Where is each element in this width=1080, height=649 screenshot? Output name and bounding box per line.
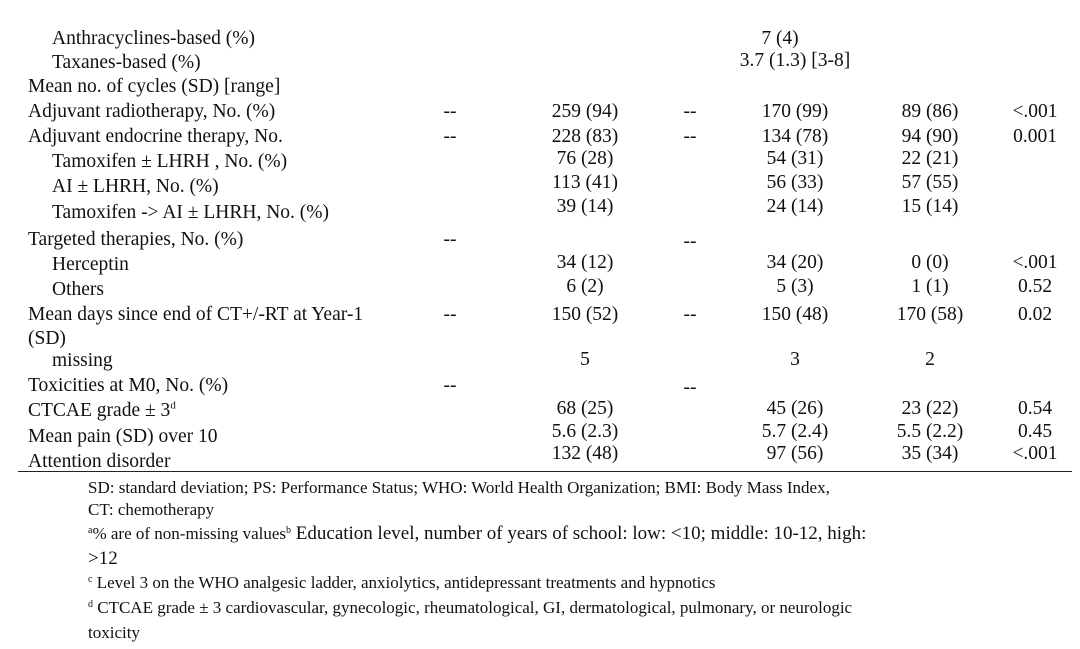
ctcae-sup: d bbox=[170, 399, 176, 412]
cell-mean-days-c5: 170 (58) bbox=[896, 304, 964, 325]
cell-targeted-c1: -- bbox=[443, 229, 457, 250]
row-label-missing: missing bbox=[52, 350, 113, 371]
cell-endocrine-c5: 94 (90) bbox=[901, 126, 959, 147]
cell-missing-c5: 2 bbox=[925, 349, 935, 370]
cell-others-c5: 1 (1) bbox=[911, 276, 949, 297]
footnote-d-text: CTCAE grade ± 3 cardiovascular, gynecologic, rheumatological, GI, dermatological, pulmonary, or neurologic bbox=[93, 598, 853, 617]
row-label-taxanes: Taxanes-based (%) bbox=[52, 52, 201, 73]
row-label-endocrine: Adjuvant endocrine therapy, No. bbox=[28, 126, 283, 147]
cell-ctcae-c5: 23 (22) bbox=[901, 398, 959, 419]
row-label-pain: Mean pain (SD) over 10 bbox=[28, 426, 218, 447]
cell-mean-days-c1: -- bbox=[443, 304, 457, 325]
footnote-a-b bbox=[88, 523, 866, 545]
cell-endocrine-c1: -- bbox=[443, 126, 457, 147]
row-label-mean-cycles: Mean no. of cycles (SD) [range] bbox=[28, 76, 281, 97]
row-label-tamoxifen: Tamoxifen ± LHRH , No. (%) bbox=[52, 151, 288, 172]
cell-radiotherapy-c3: -- bbox=[683, 101, 697, 122]
footnote-abbreviations-cont: CT: chemotherapy bbox=[88, 500, 215, 519]
cell-ctcae-c2: 68 (25) bbox=[556, 398, 614, 419]
cell-ctcae-c6: 0.54 bbox=[1017, 398, 1053, 419]
cell-mean-days-c3: -- bbox=[683, 304, 697, 325]
row-label-toxicities: Toxicities at M0, No. (%) bbox=[28, 375, 229, 396]
row-label-ctcae bbox=[28, 400, 176, 422]
row-label-herceptin: Herceptin bbox=[52, 254, 129, 275]
footnote-c-text: Level 3 on the WHO analgesic ladder, anxiolytics, antidepressant treatments and hypnotics bbox=[92, 573, 716, 592]
row-label-anthracyclines: Anthracyclines-based (%) bbox=[52, 28, 256, 49]
cell-pain-c4: 5.7 (2.4) bbox=[761, 421, 829, 442]
cell-others-c6: 0.52 bbox=[1017, 276, 1053, 297]
row-label-others: Others bbox=[52, 279, 104, 300]
cell-tamoxifen-ai-c2: 39 (14) bbox=[556, 196, 614, 217]
footnote-b-cont: >12 bbox=[88, 548, 118, 569]
cell-ai-c2: 113 (41) bbox=[552, 172, 618, 193]
cell-attention-c6: <.001 bbox=[1012, 443, 1058, 464]
footnote-d bbox=[88, 598, 852, 618]
footnote-abbreviations: SD: standard deviation; PS: Performance Status; WHO: World Health Organization; BMI: Body Mass Index, bbox=[88, 478, 830, 497]
cell-herceptin-c5: 0 (0) bbox=[911, 252, 949, 273]
cell-pain-c2: 5.6 (2.3) bbox=[551, 421, 619, 442]
footnote-c bbox=[88, 573, 716, 593]
cell-endocrine-c6: 0.001 bbox=[1013, 126, 1057, 147]
cell-attention-c4: 97 (56) bbox=[766, 443, 824, 464]
cell-ctcae-c4: 45 (26) bbox=[766, 398, 824, 419]
cell-radiotherapy-c6: <.001 bbox=[1012, 101, 1058, 122]
footnote-d-marker: d bbox=[88, 599, 93, 610]
cell-radiotherapy-c1: -- bbox=[443, 101, 457, 122]
cell-endocrine-c3: -- bbox=[683, 126, 697, 147]
footnote-d-cont: toxicity bbox=[88, 623, 140, 642]
cell-pain-c6: 0.45 bbox=[1017, 421, 1053, 442]
cell-others-c2: 6 (2) bbox=[566, 276, 604, 297]
cell-tamoxifen-ai-c5: 15 (14) bbox=[901, 196, 959, 217]
row-label-radiotherapy: Adjuvant radiotherapy, No. (%) bbox=[28, 101, 276, 122]
cell-others-c4: 5 (3) bbox=[776, 276, 814, 297]
footnote-c-marker: c bbox=[88, 574, 93, 585]
cell-herceptin-c2: 34 (12) bbox=[556, 252, 614, 273]
cell-radiotherapy-c5: 89 (86) bbox=[901, 101, 959, 122]
row-label-mean-days: Mean days since end of CT+/-RT at Year-1 bbox=[28, 304, 364, 325]
cell-attention-c5: 35 (34) bbox=[901, 443, 959, 464]
cell-taxanes: 3.7 (1.3) [3-8] bbox=[739, 50, 851, 71]
cell-anthracyclines: 7 (4) bbox=[761, 28, 799, 49]
row-label-targeted: Targeted therapies, No. (%) bbox=[28, 229, 244, 250]
cell-tamoxifen-c4: 54 (31) bbox=[766, 148, 824, 169]
cell-targeted-c3: -- bbox=[683, 231, 697, 252]
cell-herceptin-c4: 34 (20) bbox=[766, 252, 824, 273]
cell-tamoxifen-c2: 76 (28) bbox=[556, 148, 614, 169]
cell-radiotherapy-c4: 170 (99) bbox=[761, 101, 829, 122]
cell-mean-days-c4: 150 (48) bbox=[761, 304, 829, 325]
cell-mean-days-c6: 0.02 bbox=[1017, 304, 1053, 325]
cell-tamoxifen-ai-c4: 24 (14) bbox=[766, 196, 824, 217]
cell-ai-c5: 57 (55) bbox=[901, 172, 959, 193]
cell-radiotherapy-c2: 259 (94) bbox=[551, 101, 619, 122]
table-bottom-rule bbox=[18, 471, 1072, 472]
footnote-a-text: % are of non-missing values bbox=[92, 524, 287, 543]
cell-endocrine-c2: 228 (83) bbox=[551, 126, 619, 147]
ctcae-label-text: CTCAE grade ± 3 bbox=[28, 400, 171, 421]
row-label-tamoxifen-ai: Tamoxifen -> AI ± LHRH, No. (%) bbox=[52, 202, 330, 223]
cell-missing-c2: 5 bbox=[580, 349, 590, 370]
row-label-ai: AI ± LHRH, No. (%) bbox=[52, 176, 219, 197]
footnote-b-text: Education level, number of years of school: low: <10; middle: 10-12, high: bbox=[291, 523, 867, 544]
cell-toxicities-c3: -- bbox=[683, 377, 697, 398]
footnote-a-marker: a bbox=[88, 525, 93, 536]
cell-toxicities-c1: -- bbox=[443, 375, 457, 396]
row-label-sd: (SD) bbox=[28, 328, 66, 349]
row-label-attention: Attention disorder bbox=[28, 451, 171, 472]
cell-attention-c2: 132 (48) bbox=[551, 443, 619, 464]
cell-missing-c4: 3 bbox=[790, 349, 800, 370]
cell-tamoxifen-c5: 22 (21) bbox=[901, 148, 959, 169]
cell-pain-c5: 5.5 (2.2) bbox=[896, 421, 964, 442]
cell-mean-days-c2: 150 (52) bbox=[551, 304, 619, 325]
cell-endocrine-c4: 134 (78) bbox=[761, 126, 829, 147]
cell-herceptin-c6: <.001 bbox=[1012, 252, 1058, 273]
footnote-b-marker: b bbox=[286, 525, 292, 536]
cell-ai-c4: 56 (33) bbox=[766, 172, 824, 193]
